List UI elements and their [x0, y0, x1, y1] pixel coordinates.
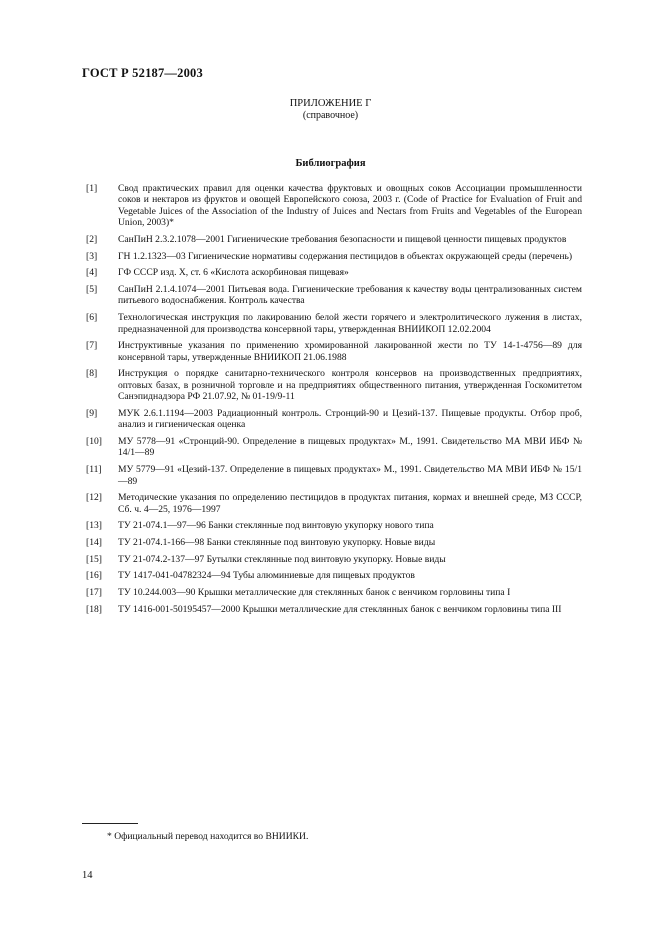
reference-item: [86, 604, 582, 615]
reference-text: ТУ 21-074.1—97—96 Банки стеклянные под винтовую укупорку нового типа: [118, 520, 434, 532]
document-header: ГОСТ Р 52187—2003: [82, 66, 203, 80]
reference-number: [16]: [86, 570, 102, 582]
reference-item: [86, 436, 582, 459]
reference-number: [10]: [86, 435, 102, 447]
reference-number: [17]: [86, 587, 102, 599]
reference-number: [12]: [86, 492, 102, 504]
reference-text: ТУ 21-074.1-166—98 Банки стеклянные под винтовую укупорку. Новые виды: [118, 537, 436, 549]
reference-number: [14]: [86, 537, 102, 549]
reference-item: [86, 183, 582, 229]
reference-item: [86, 234, 582, 245]
bibliography-list: [86, 183, 582, 621]
reference-item: [86, 520, 582, 531]
footnote: * Официальный перевод находится во ВНИИКИ.: [107, 831, 309, 842]
reference-text: СанПиН 2.3.2.1078—2001 Гигиенические требования безопасности и пищевой ценности пищевых продуктов: [118, 233, 567, 245]
reference-number: [2]: [86, 233, 98, 245]
reference-number: [5]: [86, 284, 98, 296]
reference-text: МУ 5778—91 «Стронций-90. Определение в пищевых продуктах» М., 1991. Свидетельство МА МВИ ИБФ № 14/1—89: [118, 435, 582, 459]
reference-text: Инструктивные указания по применению хромированной лакированной жести по ТУ 14-1-4756—89 для консервной тары, утвержденные ВНИИКОП 21.06.1988: [118, 340, 582, 363]
reference-number: [1]: [86, 183, 98, 194]
reference-number: [7]: [86, 340, 98, 352]
reference-item: [86, 570, 582, 581]
appendix-title: ПРИЛОЖЕНИЕ Г: [289, 98, 372, 109]
footnote-divider: [82, 823, 138, 824]
reference-number: [13]: [86, 520, 102, 532]
appendix-heading: [0, 98, 661, 122]
reference-text: ТУ 1417-041-04782324—94 Тубы алюминиевые для пищевых продуктов: [118, 570, 415, 582]
reference-text: ТУ 10.244.003—90 Крышки металлические для стеклянных банок с венчиком горловины типа I: [118, 587, 511, 599]
reference-text: Технологическая инструкция по лакированию белой жести горячего и электролитического лужения в листах, предназначенной для производства консервной тары, утвержденная ВНИИКОП 12.02.2004: [118, 312, 582, 335]
reference-number: [9]: [86, 407, 98, 419]
section-title: Библиография: [295, 158, 366, 169]
reference-number: [6]: [86, 312, 98, 324]
reference-item: [86, 251, 582, 262]
reference-text: МУ 5779—91 «Цезий-137. Определение в пищевых продуктах» М., 1991. Свидетельство МА МВИ ИБФ № 15/1—89: [118, 464, 582, 487]
reference-item: [86, 492, 582, 515]
reference-item: [86, 464, 582, 487]
reference-item: [86, 267, 582, 278]
reference-number: [18]: [86, 603, 102, 615]
reference-number: [4]: [86, 267, 98, 279]
reference-item: [86, 312, 582, 335]
reference-text: Инструкция о порядке санитарно-технического контроля консервов на производственных предприятиях, оптовых базах, в розничной торговле и на предприятиях общественного питания, утвержденная Госкомитетом Санэпиднадзора РФ 21.07.92, № 01-19/9-11: [118, 368, 582, 403]
reference-item: [86, 368, 582, 402]
reference-number: [15]: [86, 553, 102, 565]
page-number: 14: [82, 870, 93, 881]
reference-text: Методические указания по определению пестицидов в продуктах питания, кормах и внешней среде, МЗ СССР, Сб. ч. 4—25, 1976—1997: [118, 492, 582, 515]
reference-text: СанПиН 2.1.4.1074—2001 Питьевая вода. Гигиенические требования к качеству воды централизованных систем питьевого водоснабжения. Контроль качества: [118, 284, 582, 307]
reference-item: [86, 537, 582, 548]
reference-number: [8]: [86, 368, 98, 380]
reference-text: ГН 1.2.1323—03 Гигиенические нормативы содержания пестицидов в объектах окружающей среды (перечень): [118, 250, 573, 262]
appendix-subtitle: (справочное): [302, 110, 359, 121]
reference-item: [86, 408, 582, 431]
reference-item: [86, 554, 582, 565]
reference-number: [3]: [86, 250, 98, 262]
reference-text: МУК 2.6.1.1194—2003 Радиационный контроль. Стронций-90 и Цезий-137. Пищевые продукты. Отбор проб, анализ и гигиеническая оценка: [118, 407, 582, 431]
reference-item: [86, 587, 582, 598]
reference-text: ГФ СССР изд. X, ст. 6 «Кислота аскорбиновая пищевая»: [118, 267, 349, 279]
reference-text: ТУ 1416-001-50195457—2000 Крышки металлические для стеклянных банок с венчиком горловины типа III: [118, 603, 562, 615]
reference-item: [86, 340, 582, 363]
reference-item: [86, 284, 582, 307]
reference-number: [11]: [86, 464, 102, 476]
reference-text: Свод практических правил для оценки качества фруктовых и овощных соков Ассоциации промышленности соков и нектаров из фруктов и овощей Европейского союза, 2003 г. (Code of Practice for Evaluation of Fruit and Vegetable Juices of the Association of the Industry of Juices and Nectars from Fruits and Vegetables of the European Union, 2003)*: [118, 183, 582, 229]
reference-text: ТУ 21-074.2-137—97 Бутылки стеклянные под винтовую укупорку. Новые виды: [118, 553, 446, 565]
